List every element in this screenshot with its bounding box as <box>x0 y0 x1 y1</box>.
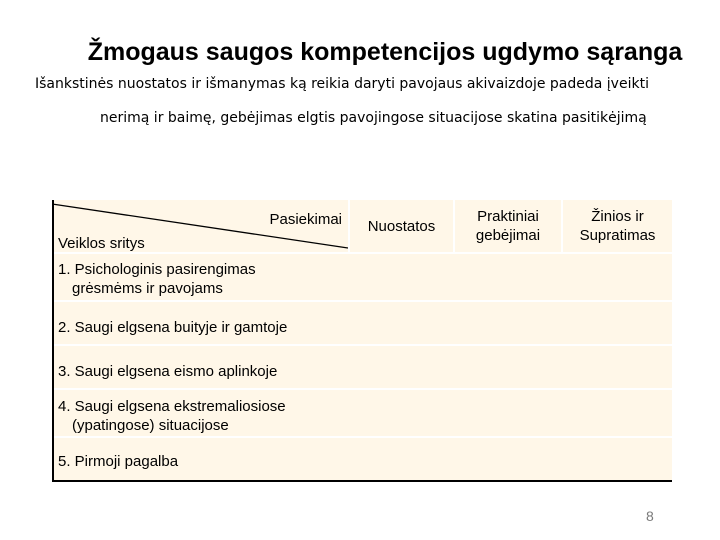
intro-line-2: nerimą ir baimę, gebėjimas elgtis pavojingose situacijose skatina pasitikėjimą <box>100 110 647 126</box>
table-row <box>52 438 672 482</box>
row-label-line: 3. Saugi elgsena eismo aplinkoje <box>58 363 278 380</box>
row-label-line: 5. Pirmoji pagalba <box>58 453 179 470</box>
table-row <box>52 254 672 300</box>
column-header-zinios-ir-supratimas <box>563 200 672 252</box>
column-header-praktiniai-gebejimai <box>455 200 561 252</box>
column-header-label: Nuostatos <box>367 217 436 235</box>
row-label-line: 4. Saugi elgsena ekstremaliosiose <box>58 398 286 415</box>
column-header-label: Žinios ir Supratimas <box>579 208 656 244</box>
table-border-left <box>52 200 54 482</box>
table-row <box>52 346 672 388</box>
row-label-line: (ypatingose) situacijose <box>72 417 229 434</box>
column-header-nuostatos <box>350 200 453 252</box>
table-border-bottom <box>52 480 672 482</box>
table-corner-cell <box>52 200 348 252</box>
row-label-line: 1. Psichologinis pasirengimas <box>58 261 256 278</box>
intro-line-1: Išankstinės nuostatos ir išmanymas ką reikia daryti pavojaus akivaizdoje padeda įveikti <box>35 76 649 92</box>
slide-title: Žmogaus saugos kompetencijos ugdymo sąranga <box>87 38 683 66</box>
corner-label-pasiekimai: Pasiekimai <box>269 211 342 228</box>
competency-table <box>52 200 672 482</box>
corner-label-veiklos-sritys: Veiklos sritys <box>58 235 145 252</box>
page-number: 8 <box>646 508 654 524</box>
row-label-line: 2. Saugi elgsena buityje ir gamtoje <box>58 319 288 336</box>
column-header-label: Praktiniai gebėjimai <box>475 208 541 244</box>
row-label-line: grėsmėms ir pavojams <box>72 280 223 297</box>
table-row <box>52 390 672 436</box>
table-row <box>52 302 672 344</box>
